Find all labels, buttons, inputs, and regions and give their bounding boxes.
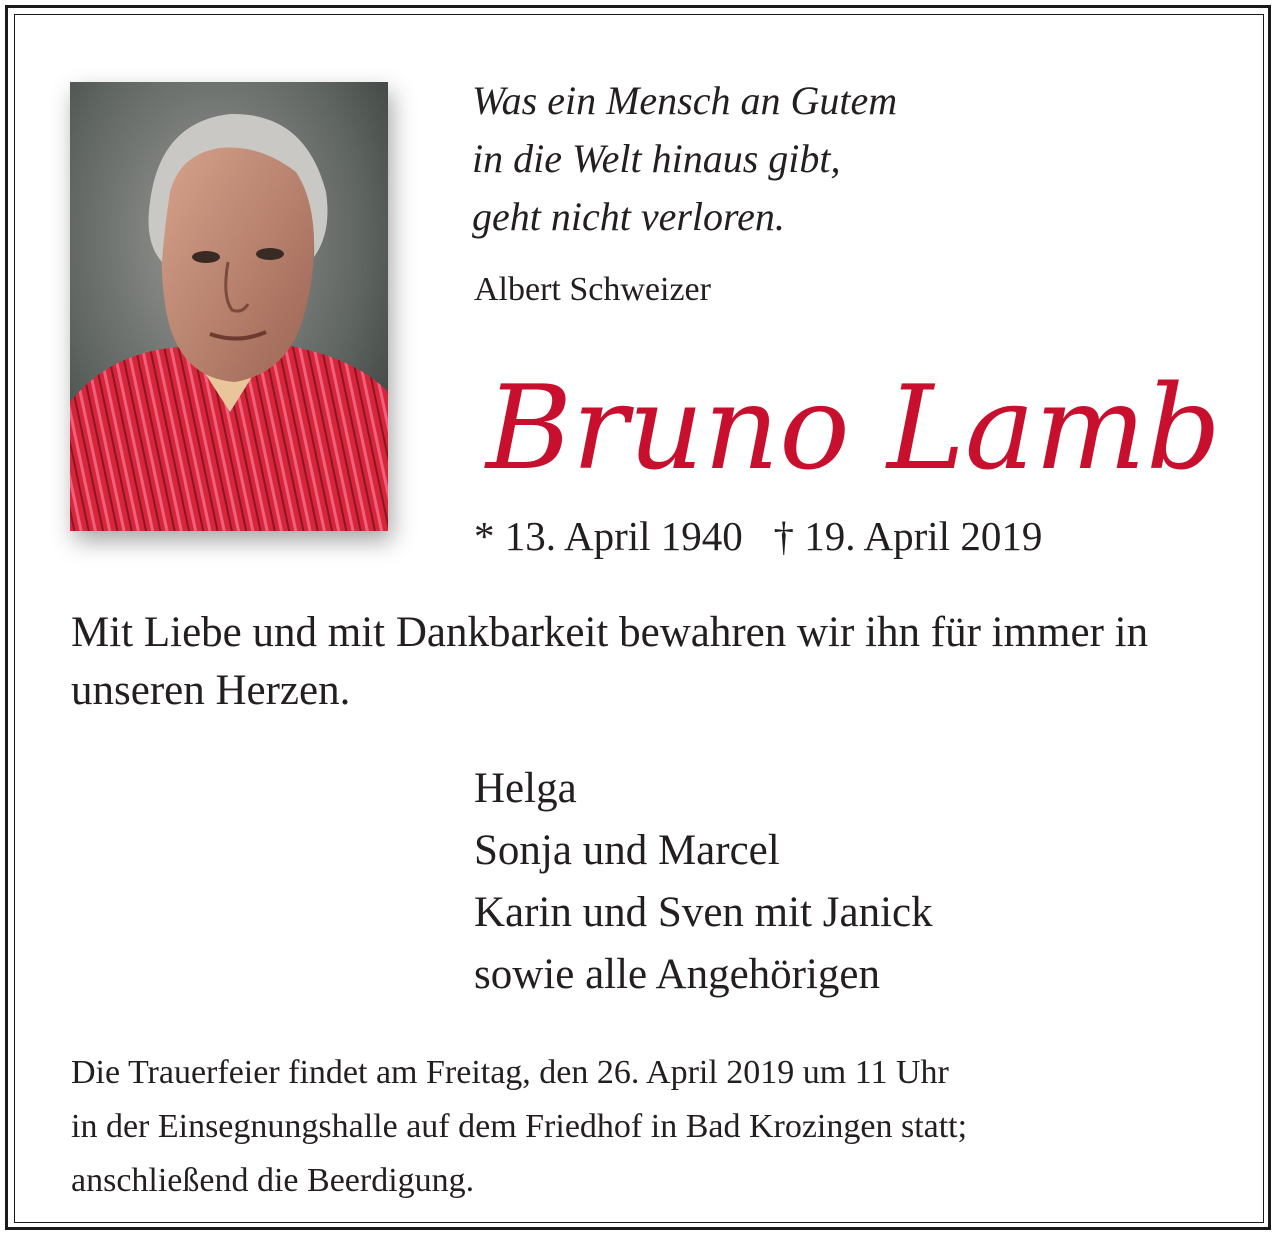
- memorial-message: Mit Liebe und mit Dankbarkeit bewahren wir ihn für immer in unseren Herzen.: [71, 609, 1149, 714]
- quote-author: Albert Schweizer: [474, 271, 711, 308]
- family-member: Karin und Sven mit Janick: [474, 889, 933, 936]
- quote-line: geht nicht verloren.: [472, 194, 785, 239]
- family-member: Helga: [474, 765, 577, 812]
- portrait-photo: [70, 82, 388, 531]
- life-dates: * 13. April 1940 † 19. April 2019: [474, 513, 1043, 559]
- quote-line: in die Welt hinaus gibt,: [472, 136, 841, 181]
- deceased-name: [478, 360, 1238, 500]
- ceremony-line: anschließend die Beerdigung.: [71, 1162, 475, 1199]
- ceremony-line: Die Trauerfeier findet am Freitag, den 26. April 2019 um 11 Uhr: [71, 1054, 949, 1091]
- family-member: sowie alle Angehörigen: [474, 951, 881, 998]
- family-member: Sonja und Marcel: [474, 827, 780, 874]
- ceremony-line: in der Einsegnungshalle auf dem Friedhof in Bad Krozingen statt;: [71, 1108, 968, 1145]
- quote: [472, 72, 897, 246]
- ceremony-notice: [71, 1046, 1231, 1208]
- quote-line: Was ein Mensch an Gutem: [472, 78, 898, 123]
- deceased-name-text: Bruno Lamb: [483, 361, 1221, 496]
- family-list: [474, 758, 933, 1006]
